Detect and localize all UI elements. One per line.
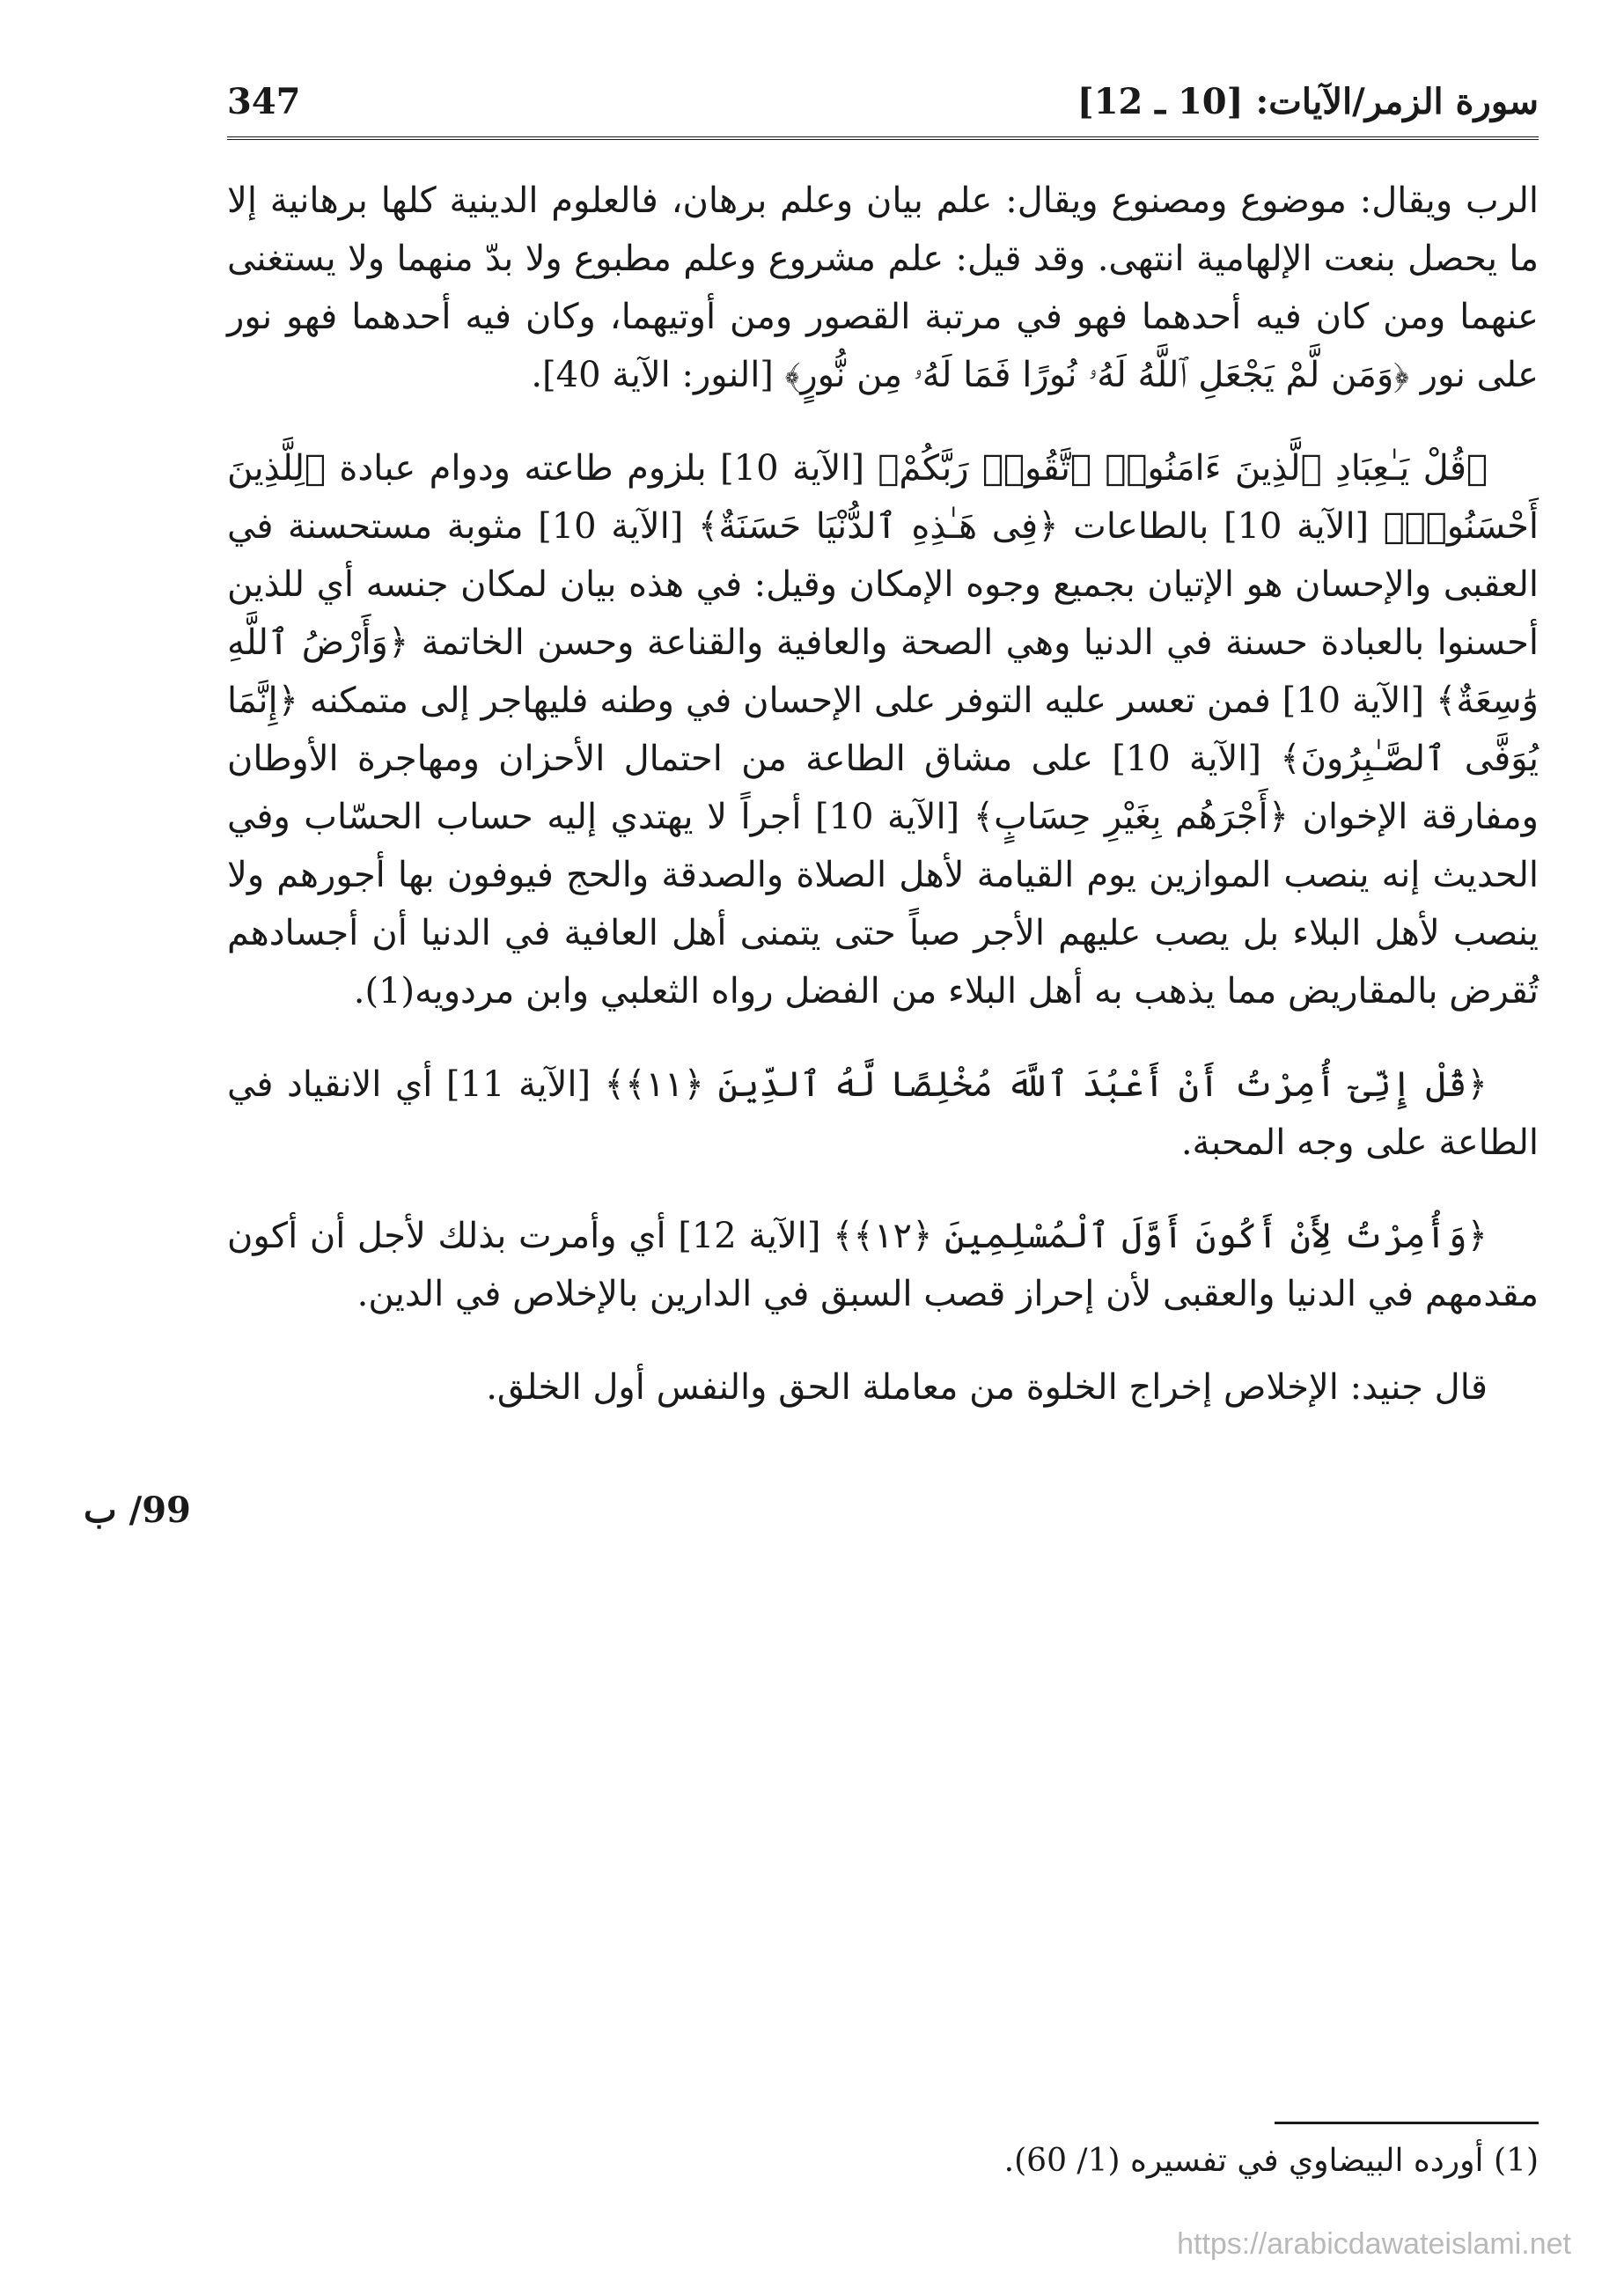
footnote-divider <box>1275 2122 1539 2124</box>
paragraph-4: ﴿وَأُمِرْتُ لِأَنْ أَكُونَ أَوَّلَ ٱلْمُسْلِمِينَ ﴿١٢﴾﴾ [الآية 12] أي وأمرت بذلك لأجل أن أكون مقدمهم في الدنيا والعقبى لأن إحراز قصب السبق في الدارين بالإخلاص في الدين. <box>227 1216 1539 1314</box>
paragraph-3: ﴿قُلْ إِنِّىٓ أُمِرْتُ أَنْ أَعْبُدَ ٱللَّهَ مُخْلِصًا لَّهُ ٱلدِّينَ ﴿١١﴾﴾ [الآية 11] أي الانقياد في الطاعة على وجه المحبة. <box>227 1064 1539 1163</box>
paragraph-5: قال جنيد: الإخلاص إخراج الخلوة من معاملة الحق والنفس أول الخلق. <box>486 1367 1488 1408</box>
paragraph-2: ﴿قُلْ يَـٰعِبَادِ ٱلَّذِينَ ءَامَنُوا۟ ٱتَّقُوا۟ رَبَّكُمْ﴾ [الآية 10] بلزوم طاعته ودوام عبادة ﴿لِلَّذِينَ أَحْسَنُوا۟﴾ [الآية 10] بالطاعات ﴿فِى هَـٰذِهِ ٱلدُّنْيَا حَسَنَةٌ﴾ [الآية 10] مثوبة مستحسنة في العقبى والإحسان هو الإتيان بجميع وجوه الإمكان وقيل: في هذه بيان لمكان جنسه أي للذين أحسنوا بالعبادة حسنة في الدنيا وهي الصحة والعافية والقناعة وحسن الخاتمة ﴿وَأَرْضُ ٱللَّهِ وَٰسِعَةٌ﴾ [الآية 10] فمن تعسر عليه التوفر على الإحسان في وطنه فليهاجر إلى متمكنه ﴿إِنَّمَا يُوَفَّى ٱلصَّـٰبِرُونَ﴾ [الآية 10] على مشاق الطاعة من احتمال الأحزان ومهاجرة الأوطان ومفارقة الإخوان ﴿أَجْرَهُم بِغَيْرِ حِسَابٍ﴾ [الآية 10] أجراً لا يهتدي إليه حساب الحسّاب وفي الحديث إنه ينصب الموازين يوم القيامة لأهل الصلاة والصدقة والحج فيوفون بها أجورهم ولا ينصب لأهل البلاء بل يصب عليهم الأجر صباً حتى يتمنى أهل العافية في الدنيا أن أجسادهم تُقرض بالمقاريض مما يذهب به أهل البلاء من الفضل رواه الثعلبي وابن مردويه(1). <box>227 448 1539 1012</box>
main-text <box>227 172 1539 1416</box>
running-title: سورة الزمر/الآيات: [10 ـ 12] <box>1077 81 1539 122</box>
header-divider <box>227 136 1539 140</box>
watermark-url: https://arabicdawateislami.net <box>1177 2227 1571 2261</box>
page-header <box>227 81 1539 134</box>
page-number: 347 <box>227 81 301 122</box>
paragraph-1: الرب ويقال: موضوع ومصنوع ويقال: علم بيان وعلم برهان، فالعلوم الدينية كلها برهانية إلا ما يحصل بنعت الإلهامية انتهى. وقد قيل: علم مشروع وعلم مطبوع ولا بدّ منهما ولا يستغنى عنهما ومن كان فيه أحدهما فهو في مرتبة القصور ومن أوتيهما، وكان فيه أحدهما فهو نور على نور ﴿وَمَن لَّمْ يَجْعَلِ ٱللَّهُ لَهُۥ نُورًا فَمَا لَهُۥ مِن نُّورٍ﴾ [النور: الآية 40]. <box>227 180 1539 395</box>
footnote: (1) أورده البيضاوي في تفسيره (1/ 60). <box>1003 2143 1539 2179</box>
manuscript-folio-note: 99/ ب <box>84 1490 191 1531</box>
